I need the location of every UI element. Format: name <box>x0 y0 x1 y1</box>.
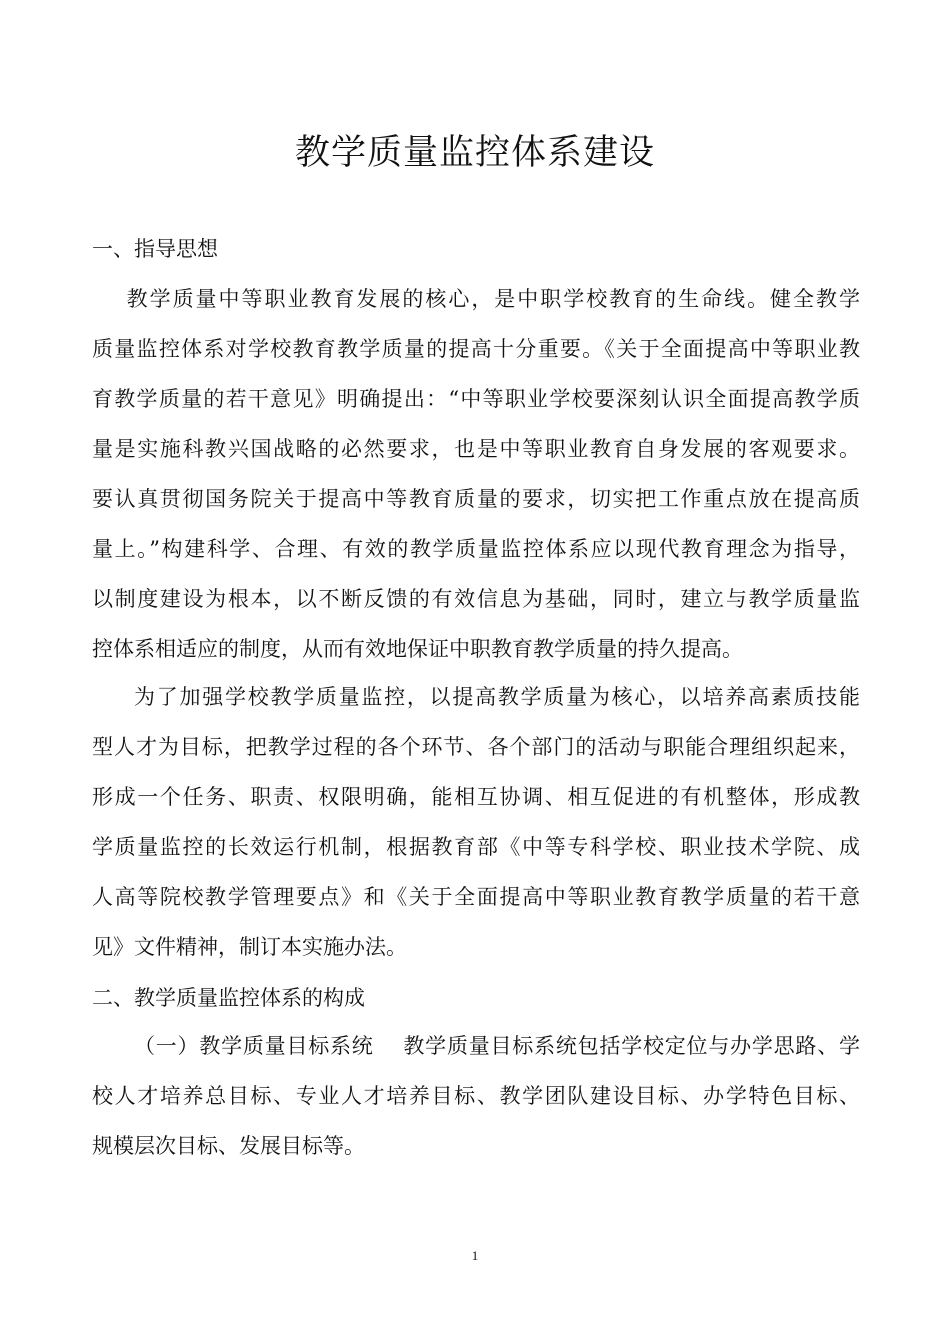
paragraph-line: 量是实施科教兴国战略的必然要求，也是中等职业教育自身发展的客观要求。 <box>92 437 860 461</box>
paragraph-line: 人高等院校教学管理要点》和《关于全面提高中等职业教育教学质量的若干意 <box>92 885 860 909</box>
paragraph-line: 育教学质量的若干意见》明确提出：“中等职业学校要深刻认识全面提高教学质 <box>92 387 860 411</box>
document-title: 教学质量监控体系建设 <box>294 133 655 173</box>
paragraph-line: 为了加强学校教学质量监控，以提高教学质量为核心，以培养高素质技能 <box>134 685 860 709</box>
page-number: 1 <box>471 1248 479 1263</box>
paragraph-line: 教学质量中等职业教育发展的核心，是中职学校教育的生命线。健全教学 <box>92 287 860 311</box>
paragraph-line: 规模层次目标、发展目标等。 <box>92 1134 365 1158</box>
paragraph-line: （一）教学质量目标系统 教学质量目标系统包括学校定位与办学思路、学 <box>134 1034 860 1058</box>
paragraph-line: 学质量监控的长效运行机制，根据教育部《中等专科学校、职业技术学院、成 <box>92 835 860 859</box>
paragraph-system-composition-1 <box>92 1021 860 1171</box>
section-heading-guiding-ideology: 一、指导思想 <box>92 237 218 261</box>
paragraph-line: 要认真贯彻国务院关于提高中等教育质量的要求，切实把工作重点放在提高质 <box>92 487 860 511</box>
section-heading-system-composition: 二、教学质量监控体系的构成 <box>92 986 365 1010</box>
paragraph-line: 形成一个任务、职责、权限明确，能相互协调、相互促进的有机整体，形成教 <box>92 785 860 809</box>
paragraph-guiding-ideology-1 <box>92 274 860 674</box>
paragraph-guiding-ideology-2 <box>92 672 860 972</box>
paragraph-line: 以制度建设为根本，以不断反馈的有效信息为基础，同时，建立与教学质量监 <box>92 587 860 611</box>
paragraph-line: 控体系相适应的制度，从而有效地保证中职教育教学质量的持久提高。 <box>92 637 743 661</box>
paragraph-line: 量上。”构建科学、合理、有效的教学质量监控体系应以现代教育理念为指导， <box>92 537 860 561</box>
paragraph-line: 质量监控体系对学校教育教学质量的提高十分重要。《关于全面提高中等职业教 <box>92 337 860 361</box>
paragraph-line: 见》文件精神，制订本实施办法。 <box>92 935 407 959</box>
paragraph-line: 型人才为目标，把教学过程的各个环节、各个部门的活动与职能合理组织起来， <box>92 735 860 759</box>
paragraph-line: 校人才培养总目标、专业人才培养目标、教学团队建设目标、办学特色目标、 <box>92 1084 860 1108</box>
